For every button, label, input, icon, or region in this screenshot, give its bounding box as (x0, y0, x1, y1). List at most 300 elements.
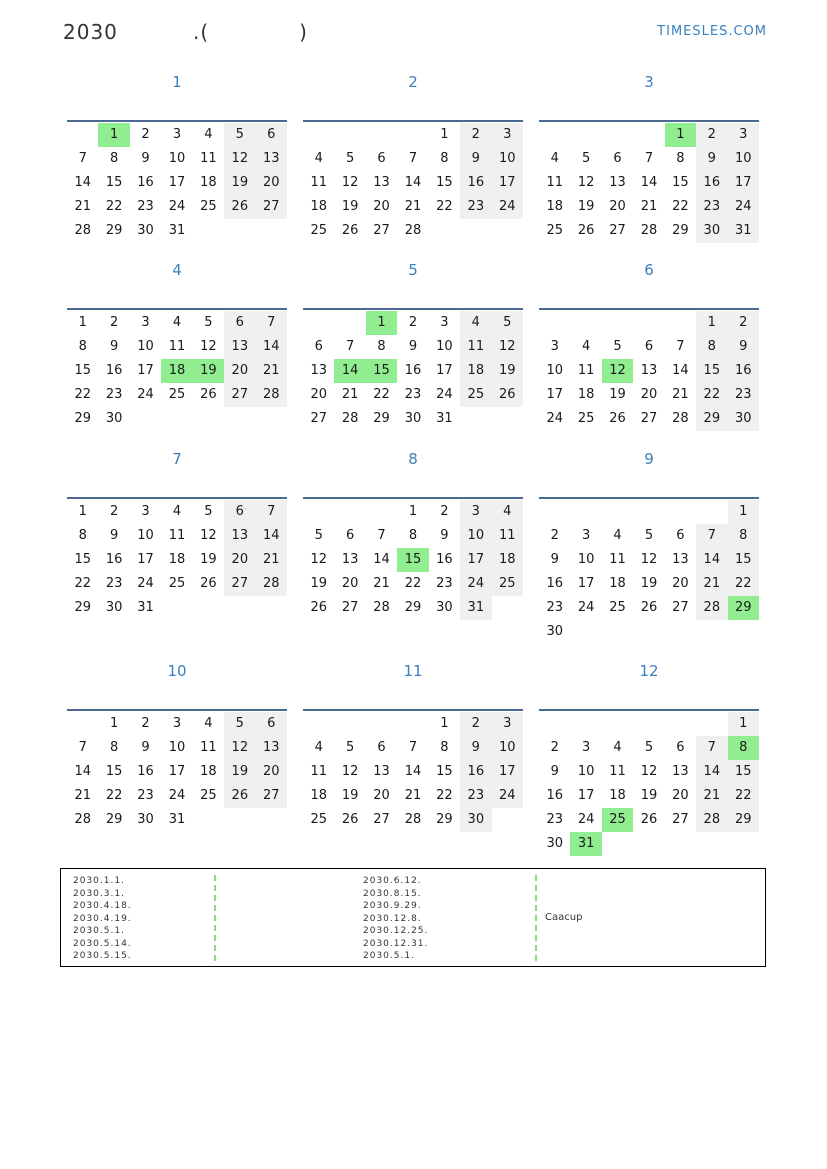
day-cell: 31 (137, 600, 154, 615)
day-cell: 20 (256, 760, 287, 784)
day-cell: 2 (728, 311, 759, 335)
day-cell: 21 (256, 548, 287, 572)
day-cell: 11 (492, 524, 523, 548)
day-cell: 28 (672, 411, 689, 426)
legend-date: 2030.4.18. (73, 901, 132, 911)
empty-cell (570, 500, 601, 524)
empty-cell (492, 596, 523, 620)
day-cell: 17 (137, 363, 154, 378)
day-cell: 27 (310, 411, 327, 426)
day-cell: 9 (408, 339, 418, 354)
day-cell: 12 (492, 335, 523, 359)
day-cell: 1 (440, 127, 449, 142)
day-cell: 15 (672, 175, 689, 190)
day-cell: 15 (74, 552, 91, 567)
day-cell: 22 (672, 199, 689, 214)
day-cell: 14 (256, 335, 287, 359)
month-title: 12 (639, 662, 659, 680)
day-cell: 7 (377, 528, 386, 543)
day-cell: 3 (141, 504, 150, 519)
day-cell: 28 (696, 596, 727, 620)
day-cell: 12 (200, 339, 217, 354)
day-cell: 20 (224, 359, 255, 383)
day-cell: 3 (728, 123, 759, 147)
day-cell: 5 (204, 504, 213, 519)
day-cell: 8 (78, 339, 87, 354)
day-cell: 25 (602, 808, 633, 832)
day-cell: 6 (224, 311, 255, 335)
day-cell: 7 (644, 151, 654, 166)
empty-cell (570, 311, 601, 335)
empty-cell (303, 311, 334, 335)
day-cell: 15 (728, 548, 759, 572)
day-cell: 29 (728, 596, 759, 620)
day-cell: 12 (577, 175, 595, 190)
day-cell: 19 (224, 760, 255, 784)
month-rule (67, 308, 287, 310)
empty-cell (161, 407, 192, 431)
day-cell: 31 (570, 832, 601, 856)
day-cell: 18 (200, 764, 217, 779)
month-title: 6 (644, 261, 654, 279)
day-cell: 8 (109, 740, 119, 755)
empty-cell (193, 808, 224, 832)
month-days (303, 311, 523, 431)
day-cell: 11 (168, 528, 186, 543)
day-cell: 12 (200, 528, 217, 543)
empty-cell (460, 219, 491, 243)
day-cell: 24 (492, 784, 523, 808)
day-cell: 23 (696, 195, 727, 219)
empty-cell (366, 123, 397, 147)
day-cell: 25 (168, 387, 186, 402)
day-cell: 27 (341, 600, 359, 615)
brand-link[interactable]: TIMESLES.COM (657, 24, 767, 39)
day-cell: 7 (256, 311, 287, 335)
day-cell: 4 (172, 504, 182, 519)
day-cell: 20 (640, 387, 658, 402)
day-cell: 19 (609, 387, 626, 402)
day-cell: 20 (672, 576, 689, 591)
month-rule (303, 497, 523, 499)
day-cell: 25 (310, 223, 327, 238)
day-cell: 20 (672, 788, 689, 803)
day-cell: 14 (672, 363, 689, 378)
day-cell: 16 (436, 552, 453, 567)
empty-cell (334, 500, 365, 524)
month-10 (67, 662, 287, 827)
day-cell: 13 (310, 363, 327, 378)
day-cell: 6 (676, 740, 685, 755)
day-cell: 16 (105, 363, 123, 378)
day-cell: 31 (460, 596, 491, 620)
month-days (539, 311, 759, 431)
month-rule (67, 497, 287, 499)
day-cell: 20 (609, 199, 626, 214)
month-rule (303, 308, 523, 310)
day-cell: 26 (640, 600, 658, 615)
day-cell: 25 (546, 223, 563, 238)
day-cell: 11 (200, 740, 217, 755)
day-cell: 23 (105, 387, 123, 402)
legend-date: 2030.12.25. (363, 926, 429, 936)
month-days (303, 500, 523, 620)
month-rule (539, 120, 759, 122)
empty-cell (602, 311, 633, 335)
day-cell: 25 (200, 788, 217, 803)
day-cell: 22 (436, 199, 453, 214)
day-cell: 21 (256, 359, 287, 383)
day-cell: 10 (137, 339, 154, 354)
day-cell: 16 (728, 359, 759, 383)
day-cell: 29 (436, 812, 453, 827)
day-cell: 21 (672, 387, 689, 402)
day-cell: 9 (550, 764, 559, 779)
day-cell: 18 (168, 552, 186, 567)
day-cell: 14 (74, 175, 91, 190)
day-cell: 16 (137, 764, 154, 779)
day-cell: 7 (78, 740, 87, 755)
month-3 (539, 73, 759, 238)
day-cell: 7 (676, 339, 685, 354)
day-cell: 19 (640, 788, 658, 803)
day-cell: 18 (200, 175, 217, 190)
day-cell: 23 (546, 600, 563, 615)
empty-cell (633, 500, 664, 524)
day-cell: 7 (696, 736, 727, 760)
day-cell: 12 (640, 552, 658, 567)
day-cell: 10 (492, 736, 523, 760)
empty-cell (334, 123, 365, 147)
day-cell: 14 (404, 764, 422, 779)
empty-cell (602, 500, 633, 524)
day-cell: 28 (256, 572, 287, 596)
day-cell: 6 (224, 500, 255, 524)
empty-cell (539, 123, 570, 147)
day-cell: 13 (224, 524, 255, 548)
day-cell: 4 (204, 127, 213, 142)
day-cell: 21 (696, 784, 727, 808)
empty-cell (633, 311, 664, 335)
day-cell: 19 (577, 199, 595, 214)
empty-cell (570, 123, 601, 147)
day-cell: 20 (310, 387, 327, 402)
empty-cell (492, 407, 523, 431)
day-cell: 19 (310, 576, 327, 591)
empty-cell (193, 596, 224, 620)
day-cell: 27 (224, 383, 255, 407)
day-cell: 12 (602, 359, 633, 383)
legend-date: 2030.4.19. (73, 913, 132, 924)
day-cell: 4 (314, 740, 323, 755)
title-paren-open: .( (193, 20, 210, 44)
empty-cell (334, 311, 365, 335)
day-cell: 7 (78, 151, 87, 166)
day-cell: 18 (310, 788, 327, 803)
day-cell: 1 (109, 716, 119, 731)
day-cell: 30 (137, 812, 154, 827)
month-title: 2 (408, 73, 418, 91)
month-days (539, 123, 759, 243)
empty-cell (633, 712, 664, 736)
day-cell: 22 (74, 576, 91, 591)
day-cell: 18 (460, 359, 491, 383)
empty-cell (492, 219, 523, 243)
day-cell: 28 (341, 411, 359, 426)
legend-date: 2030.12.8. (363, 913, 422, 924)
day-cell: 19 (200, 552, 217, 567)
day-cell: 24 (728, 195, 759, 219)
day-cell: 3 (440, 315, 449, 330)
day-cell: 28 (696, 808, 727, 832)
month-title: 3 (644, 73, 654, 91)
day-cell: 21 (404, 199, 422, 214)
legend-date: 2030.3.1. (73, 888, 125, 899)
day-cell: 21 (74, 788, 91, 803)
day-cell: 4 (314, 151, 323, 166)
day-cell: 2 (141, 127, 150, 142)
day-cell: 1 (408, 504, 418, 519)
day-cell: 21 (373, 576, 390, 591)
day-cell: 16 (546, 576, 563, 591)
day-cell: 31 (728, 219, 759, 243)
day-cell: 8 (676, 151, 685, 166)
month-rule (67, 120, 287, 122)
day-cell: 8 (696, 335, 727, 359)
day-cell: 2 (460, 123, 491, 147)
day-cell: 28 (373, 600, 390, 615)
day-cell: 3 (581, 528, 591, 543)
day-cell: 1 (98, 123, 129, 147)
day-cell: 26 (224, 195, 255, 219)
day-cell: 28 (74, 812, 91, 827)
month-1 (67, 73, 287, 238)
month-title: 1 (172, 73, 182, 91)
day-cell: 4 (492, 500, 523, 524)
empty-cell (397, 123, 428, 147)
day-cell: 18 (310, 199, 327, 214)
day-cell: 24 (137, 387, 154, 402)
month-rule (539, 709, 759, 711)
day-cell: 13 (341, 552, 359, 567)
day-cell: 29 (696, 407, 727, 431)
empty-cell (161, 596, 192, 620)
month-title: 5 (408, 261, 418, 279)
day-cell: 13 (609, 175, 626, 190)
empty-cell (665, 832, 696, 856)
day-cell: 15 (436, 175, 453, 190)
empty-cell (602, 123, 633, 147)
day-cell: 10 (577, 764, 595, 779)
day-cell: 19 (341, 788, 359, 803)
month-days (303, 123, 523, 243)
day-cell: 11 (577, 363, 595, 378)
holiday-legend (60, 868, 766, 967)
day-cell: 29 (74, 600, 91, 615)
day-cell: 24 (137, 576, 154, 591)
day-cell: 10 (168, 740, 186, 755)
day-cell: 2 (550, 740, 559, 755)
day-cell: 2 (408, 315, 418, 330)
day-cell: 23 (460, 784, 491, 808)
day-cell: 7 (408, 740, 418, 755)
day-cell: 27 (224, 572, 255, 596)
empty-cell (539, 500, 570, 524)
day-cell: 14 (373, 552, 390, 567)
day-cell: 18 (609, 788, 626, 803)
empty-cell (696, 712, 727, 736)
day-cell: 30 (546, 624, 563, 639)
legend-date: 2030.1.1. (73, 876, 125, 886)
empty-cell (256, 219, 287, 243)
day-cell: 11 (200, 151, 217, 166)
day-cell: 1 (78, 315, 87, 330)
day-cell: 17 (577, 576, 595, 591)
day-cell: 20 (256, 171, 287, 195)
day-cell: 22 (728, 572, 759, 596)
day-cell: 26 (341, 812, 359, 827)
day-cell: 25 (609, 600, 626, 615)
day-cell: 21 (696, 572, 727, 596)
day-cell: 29 (74, 411, 91, 426)
day-cell: 16 (460, 171, 491, 195)
day-cell: 11 (609, 764, 626, 779)
day-cell: 17 (728, 171, 759, 195)
day-cell: 30 (137, 223, 154, 238)
day-cell: 13 (672, 764, 689, 779)
day-cell: 2 (109, 315, 119, 330)
month-days (67, 500, 287, 620)
day-cell: 22 (373, 387, 390, 402)
month-title: 8 (408, 450, 418, 468)
month-5 (303, 261, 523, 426)
day-cell: 2 (696, 123, 727, 147)
day-cell: 27 (373, 223, 390, 238)
month-days (539, 500, 759, 644)
day-cell: 15 (366, 359, 397, 383)
day-cell: 14 (404, 175, 422, 190)
day-cell: 26 (200, 576, 217, 591)
day-cell: 4 (613, 740, 622, 755)
day-cell: 31 (168, 223, 186, 238)
day-cell: 23 (460, 195, 491, 219)
day-cell: 31 (436, 411, 453, 426)
day-cell: 26 (640, 812, 658, 827)
day-cell: 9 (141, 740, 150, 755)
empty-cell (303, 123, 334, 147)
empty-cell (633, 832, 664, 856)
day-cell: 26 (577, 223, 595, 238)
day-cell: 17 (436, 363, 453, 378)
day-cell: 6 (256, 712, 287, 736)
legend-date: 2030.12.31. (363, 938, 429, 949)
empty-cell (303, 712, 334, 736)
empty-cell (193, 219, 224, 243)
empty-cell (460, 407, 491, 431)
day-cell: 21 (640, 199, 658, 214)
month-days (303, 712, 523, 832)
day-cell: 8 (109, 151, 119, 166)
day-cell: 3 (460, 500, 491, 524)
day-cell: 16 (696, 171, 727, 195)
day-cell: 23 (404, 387, 422, 402)
day-cell: 4 (204, 716, 213, 731)
legend-date: 2030.6.12. (363, 876, 422, 886)
day-cell: 22 (696, 383, 727, 407)
day-cell: 26 (609, 411, 626, 426)
day-cell: 9 (460, 736, 491, 760)
empty-cell (728, 620, 759, 644)
day-cell: 14 (74, 764, 91, 779)
day-cell: 9 (696, 147, 727, 171)
day-cell: 4 (460, 311, 491, 335)
day-cell: 5 (345, 151, 355, 166)
day-cell: 18 (492, 548, 523, 572)
day-cell: 3 (172, 716, 182, 731)
month-9 (539, 450, 759, 639)
day-cell: 3 (581, 740, 591, 755)
day-cell: 22 (74, 387, 91, 402)
day-cell: 16 (460, 760, 491, 784)
day-cell: 5 (224, 712, 255, 736)
empty-cell (366, 712, 397, 736)
day-cell: 17 (137, 552, 154, 567)
day-cell: 10 (436, 339, 453, 354)
empty-cell (224, 596, 255, 620)
day-cell: 14 (640, 175, 658, 190)
day-cell: 25 (460, 383, 491, 407)
day-cell: 14 (696, 548, 727, 572)
day-cell: 10 (168, 151, 186, 166)
day-cell: 19 (341, 199, 359, 214)
day-cell: 20 (373, 788, 390, 803)
day-cell: 3 (172, 127, 182, 142)
empty-cell (539, 712, 570, 736)
day-cell: 1 (78, 504, 87, 519)
day-cell: 27 (256, 195, 287, 219)
day-cell: 3 (492, 712, 523, 736)
day-cell: 12 (224, 736, 255, 760)
month-days (67, 311, 287, 431)
day-cell: 29 (373, 411, 390, 426)
day-cell: 21 (74, 199, 91, 214)
day-cell: 13 (373, 175, 390, 190)
day-cell: 30 (728, 407, 759, 431)
day-cell: 30 (404, 411, 422, 426)
day-cell: 19 (193, 359, 224, 383)
day-cell: 1 (696, 311, 727, 335)
day-cell: 2 (460, 712, 491, 736)
day-cell: 29 (105, 812, 123, 827)
day-cell: 8 (728, 524, 759, 548)
day-cell: 9 (550, 552, 559, 567)
empty-cell (303, 500, 334, 524)
day-cell: 3 (141, 315, 150, 330)
day-cell: 16 (546, 788, 563, 803)
legend-date: 2030.5.1. (73, 926, 125, 936)
month-rule (539, 308, 759, 310)
day-cell: 13 (373, 764, 390, 779)
day-cell: 27 (640, 411, 658, 426)
day-cell: 8 (728, 736, 759, 760)
day-cell: 11 (460, 335, 491, 359)
day-cell: 13 (672, 552, 689, 567)
day-cell: 23 (546, 812, 563, 827)
day-cell: 10 (546, 363, 563, 378)
month-rule (539, 497, 759, 499)
month-rule (303, 120, 523, 122)
day-cell: 21 (341, 387, 359, 402)
